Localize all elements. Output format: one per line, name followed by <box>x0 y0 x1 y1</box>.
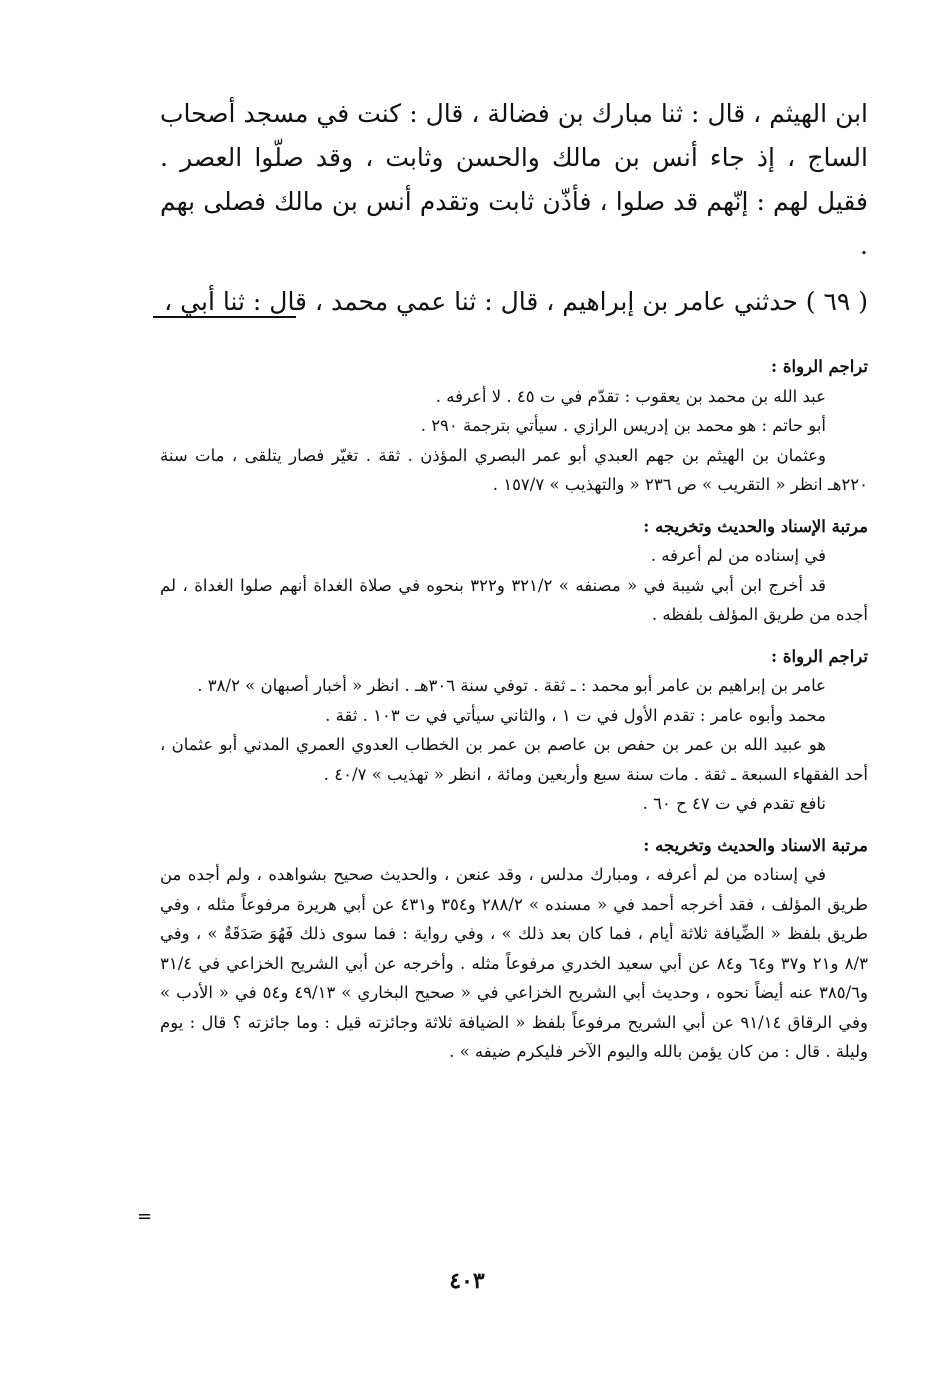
note-line: قد أخرج ابن أبي شيبة في « مصنفه » ٣٢١/٢ و٣٢٢ بنحوه في صلاة الغداة أنهم صلوا الغداة ، لم أجده من طريق المؤلف بلفظه . <box>160 575 868 624</box>
note-line: محمد وأبوه عامر : تقدم الأول في ت ١ ، والثاني سيأتي في ت ١٠٣ . ثقة . <box>325 705 826 725</box>
section-heading: مرتبة الإسناد والحديث وتخريجه : <box>643 516 868 536</box>
note-line: أبو حاتم : هو محمد بن إدريس الرازي . سيأتي بترجمة ٢٩٠ . <box>420 416 826 435</box>
note-line: وعثمان بن الهيثم بن جهم العبدي أبو عمر البصري المؤذن . ثقة . تغيّر فصار يتلقى ، مات سنة ٢٢٠هـ انظر « التقريب » ص ٢٣٦ « والتهذيب » ١٥٧/٧ . <box>160 445 868 494</box>
section-heading: تراجم الرواة : <box>771 646 868 666</box>
main-text <box>160 92 868 324</box>
hadith-paragraph: ( ٦٩ ) حدثني عامر بن إبراهيم ، قال : ثنا عمي محمد ، قال : ثنا أبي ، <box>164 287 868 316</box>
continuation-mark: = <box>137 1206 153 1227</box>
main-paragraph: ابن الهيثم ، قال : ثنا مبارك بن فضالة ، قال : كنت في مسجد أصحاب الساج ، إذ جاء أنس بن مالك والحسن وثابت ، وقد صلّوا العصر . فقيل لهم : إنّهم قد صلوا ، فأذّن ثابت وتقدم أنس بن مالك فصلى بهم . <box>160 99 868 260</box>
note-line: عبد الله بن محمد بن يعقوب : تقدّم في ت ٤٥ . لا أعرفه . <box>435 386 826 406</box>
footnotes <box>160 352 868 1067</box>
note-line: في إسناده من لم أعرفه ، ومبارك مدلس ، وقد عنعن ، والحديث صحيح بشواهده ، ولم أجده من طريق المؤلف ، فقد أخرجه أحمد في « مسنده » ٢٨٨/٢ و٣٥٤ و٤٣١ عن أبي هريرة مرفوعاً مثله ، وفي طريق بلفظ « الضِّيافة ثلاثة أيام ، فما كان بعد ذلك » ، وفي رواية : فما سوى ذلك فَهُوَ صَدَقَةٌ » ، وفي ٨/٣ و٢١ و٣٧ و٦٤ و٨٤ عن أبي سعيد الخدري مرفوعاً مثله . وأخرجه عن أبي الشريح الخزاعي في ٣١/٤ و٣٨٥/٦ عنه أيضاً نحوه ، وحديث أبي الشريح الخزاعي في « صحيح البخاري » ٤٩/١٣ و٥٤ في « الأدب » وفي الرقاق ٩١/١٤ عن أبي الشريح مرفوعاً بلفظ « الضيافة ثلاثة وجائزته قيل : وما جائزته ؟ قال : يوم وليلة . قال : من كان يؤمن بالله واليوم الآخر فليكرم ضيفه » . <box>160 865 869 1061</box>
note-line: في إسناده من لم أعرفه . <box>650 546 826 565</box>
note-line: نافع تقدم في ت ٤٧ ح ٦٠ . <box>642 794 826 813</box>
note-line: هو عبيد الله بن عمر بن حفص بن عاصم بن عمر بن الخطاب العدوي العمري المدني أبو عثمان ، أحد الفقهاء السبعة ـ ثقة . مات سنة سبع وأربعين ومائة ، انظر « تهذيب » ٤٠/٧ . <box>160 735 868 784</box>
section-heading: مرتبة الاسناد والحديث وتخريجه : <box>643 835 868 855</box>
note-line: عامر بن إبراهيم بن عامر أبو محمد : ـ ثقة . توفي سنة ٣٠٦هـ . انظر « أخبار أصبهان » ٣٨/٢ . <box>197 676 826 695</box>
section-heading: تراجم الرواة : <box>771 357 868 376</box>
footnote-separator <box>153 316 296 318</box>
page-number: ٤٠٣ <box>449 1268 485 1294</box>
